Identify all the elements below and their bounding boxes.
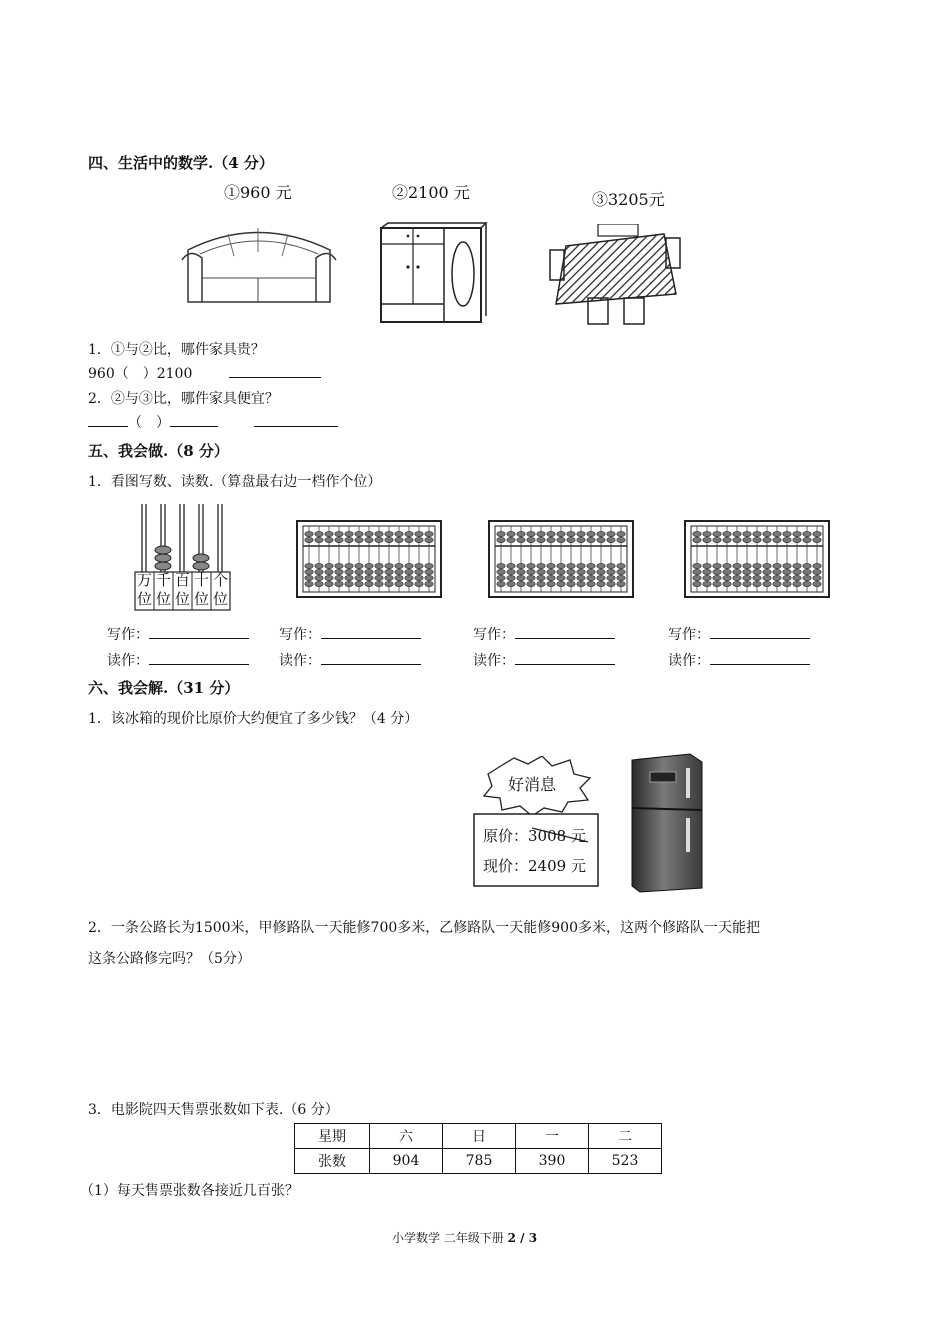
section6-q2-line2: 这条公路修完吗？（5分） xyxy=(88,951,251,967)
ticket-sales-table xyxy=(294,1123,662,1174)
section4-q2: 2．②与③比，哪件家具便宜？ xyxy=(88,391,279,407)
table-cell: 二 xyxy=(589,1124,662,1149)
q2-compare: （ ） xyxy=(128,415,170,431)
answer-blank[interactable] xyxy=(321,624,421,639)
page-footer xyxy=(392,1229,537,1246)
table-cell: 390 xyxy=(516,1149,589,1174)
answer-blank[interactable] xyxy=(149,624,249,639)
label-bai: 百 xyxy=(174,571,190,589)
answer-blank[interactable] xyxy=(254,412,338,427)
price-sofa: ①960 元 xyxy=(224,183,292,202)
label-wei: 位 xyxy=(193,590,209,608)
read-label: 读作： xyxy=(107,653,149,669)
write-label: 写作： xyxy=(107,627,149,643)
read-line-2 xyxy=(279,650,421,670)
answer-blank[interactable] xyxy=(321,650,421,665)
table-row xyxy=(295,1124,662,1149)
price-cabinet: ②2100 元 xyxy=(392,183,470,202)
suanpan-abacus-icon xyxy=(684,520,830,598)
label-wan: 万 xyxy=(136,571,152,589)
q1-compare: 960（ ）2100 xyxy=(88,366,193,382)
read-label: 读作： xyxy=(473,653,515,669)
answer-blank[interactable] xyxy=(88,412,128,427)
answer-blank[interactable] xyxy=(710,650,810,665)
sign-title: 好消息 xyxy=(508,775,557,794)
read-label: 读作： xyxy=(668,653,710,669)
write-line-2 xyxy=(279,624,421,644)
answer-blank[interactable] xyxy=(170,412,218,427)
write-line-1 xyxy=(107,624,249,644)
section6-q3-sub1: （1）每天售票张数各接近几百张？ xyxy=(80,1183,299,1199)
table-cell: 星期 xyxy=(295,1124,370,1149)
current-price xyxy=(483,855,586,876)
section6-q3: 3．电影院四天售票张数如下表.（6 分） xyxy=(88,1102,339,1118)
label-wei: 位 xyxy=(155,590,171,608)
table-row xyxy=(295,1149,662,1174)
section4-q2-expression xyxy=(88,412,338,432)
read-label: 读作： xyxy=(279,653,321,669)
section4-q1: 1．①与②比，哪件家具贵？ xyxy=(88,342,265,358)
dining-table-icon xyxy=(548,224,682,328)
section6-heading: 六、我会解.（31 分） xyxy=(88,679,240,697)
answer-blank[interactable] xyxy=(229,363,321,378)
table-cell: 日 xyxy=(443,1124,516,1149)
orig-label: 原价： xyxy=(483,827,529,845)
label-wei: 位 xyxy=(136,590,152,608)
label-ge: 个 xyxy=(212,571,228,589)
section6-q2-line1: 2．一条公路长为1500米，甲修路队一天能修700多米，乙修路队一天能修900多米，这两个修路队一天能把 xyxy=(88,920,760,936)
suanpan-abacus-icon xyxy=(488,520,634,598)
section4-q1-expression xyxy=(88,363,321,383)
table-cell: 张数 xyxy=(295,1149,370,1174)
write-line-3 xyxy=(473,624,615,644)
write-label: 写作： xyxy=(473,627,515,643)
label-wei: 位 xyxy=(174,590,190,608)
write-line-4 xyxy=(668,624,810,644)
footer-subject: 小学数学 二年级下册 xyxy=(392,1231,504,1245)
orig-value: 3008 元 xyxy=(528,827,586,845)
table-cell: 523 xyxy=(589,1149,662,1174)
table-cell: 一 xyxy=(516,1124,589,1149)
read-line-1 xyxy=(107,650,249,670)
price-table: ③3205元 xyxy=(592,190,665,209)
place-value-labels xyxy=(135,571,230,609)
table-cell: 904 xyxy=(370,1149,443,1174)
section4-heading: 四、生活中的数学.（4 分） xyxy=(88,154,274,172)
page-number: 2 / 3 xyxy=(507,1231,538,1245)
answer-blank[interactable] xyxy=(515,624,615,639)
sofa-icon xyxy=(178,220,340,304)
read-line-3 xyxy=(473,650,615,670)
suanpan-abacus-icon xyxy=(296,520,442,598)
now-value: 2409 元 xyxy=(528,857,586,875)
label-wei: 位 xyxy=(212,590,228,608)
refrigerator-icon xyxy=(626,752,708,894)
read-line-4 xyxy=(668,650,810,670)
answer-blank[interactable] xyxy=(710,624,810,639)
section6-q1: 1．该冰箱的现价比原价大约便宜了多少钱？（4 分） xyxy=(88,711,419,727)
label-qian: 千 xyxy=(155,571,171,589)
cabinet-icon xyxy=(378,222,490,324)
answer-blank[interactable] xyxy=(515,650,615,665)
section5-q1: 1．看图写数、读数.（算盘最右边一档作个位） xyxy=(88,474,382,490)
write-label: 写作： xyxy=(279,627,321,643)
section5-heading: 五、我会做.（8 分） xyxy=(88,442,229,460)
original-price xyxy=(483,825,586,846)
label-shi: 十 xyxy=(193,571,209,589)
write-label: 写作： xyxy=(668,627,710,643)
answer-blank[interactable] xyxy=(149,650,249,665)
table-cell: 六 xyxy=(370,1124,443,1149)
table-cell: 785 xyxy=(443,1149,516,1174)
now-label: 现价： xyxy=(483,857,529,875)
